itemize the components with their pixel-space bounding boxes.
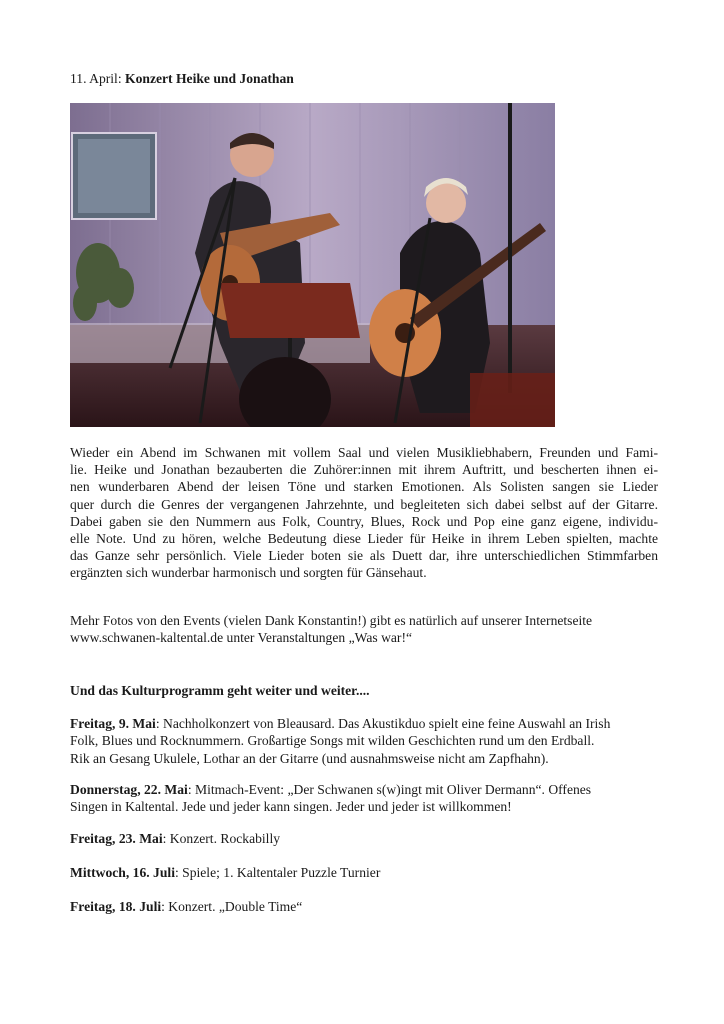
event-text: Rik an Gesang Ukulele, Lothar an der Gitarre (und ausnahmsweise nicht am Zapfhahn). (70, 750, 549, 766)
photos-note-line: www.schwanen-kaltental.de unter Veranstaltungen „Was war!“ (70, 630, 413, 646)
paragraph-line: quer durch die Genres der vergangenen Jahrzehnte, und begleiteten sich dabei selbst auf der Gitarre. (70, 496, 658, 512)
paragraph-line: ergänzten sich wunderbar harmonisch und sorgten für Gänsehaut. (70, 565, 427, 581)
event-item (70, 830, 658, 847)
event-date: Freitag, 18. Juli (70, 899, 162, 914)
event-item (70, 781, 658, 816)
heading-title: Konzert Heike und Jonathan (125, 71, 294, 86)
event-item (70, 715, 658, 767)
article-heading (70, 70, 294, 88)
concert-photo-illustration (70, 103, 555, 427)
paragraph-line: nen wunderbaren Abend der leisen Töne und starken Emotionen. Als Solisten sangen sie Lieder (70, 479, 658, 495)
paragraph-line: lie. Heike und Jonathan bezauberten die Zuhörer:innen mit ihrem Auftritt, und bescherten ihnen ei- (70, 462, 658, 478)
photos-note (70, 612, 658, 646)
photos-note-line: Mehr Fotos von den Events (vielen Dank Konstantin!) gibt es natürlich auf unserer Internetseite (70, 613, 593, 628)
paragraph-line: Wieder ein Abend im Schwanen mit vollem Saal und vielen Musikliebhabern, Freunden und Fami- (70, 445, 658, 460)
event-text: : Konzert. Rockabilly (162, 831, 281, 846)
event-date: Donnerstag, 22. Mai (70, 782, 188, 797)
event-date: Mittwoch, 16. Juli (70, 865, 175, 880)
event-text: : Nachholkonzert von Bleausard. Das Akustikduo spielt eine feine Auswahl an Irish (155, 716, 611, 731)
event-item (70, 898, 658, 915)
paragraph-line: elle Note. Und zu hören, welche Bedeutung diese Lieder für Heike in ihrem Leben spielten, machte (70, 531, 658, 547)
event-text: Folk, Blues und Rocknummern. Großartige Songs mit wilden Geschichten rund um den Erdball. (70, 733, 595, 749)
event-date: Freitag, 23. Mai (70, 831, 163, 846)
article-paragraph (70, 444, 658, 582)
event-date: Freitag, 9. Mai (70, 716, 156, 731)
heading-date: 11. April: (70, 71, 126, 86)
event-text: : Konzert. „Double Time“ (161, 899, 303, 914)
paragraph-line: Dabei gaben sie den Nummern aus Folk, Country, Blues, Rock und Pop eine ganz eigene, individu- (70, 513, 658, 529)
event-text: : Mitmach-Event: „Der Schwanen s(w)ingt mit Oliver Dermann“. Offenes (187, 782, 592, 797)
event-item (70, 864, 658, 881)
paragraph-line: das Ganze sehr persönlich. Viele Lieder boten sie als Duett dar, ihre unterschiedlichen Stimmfarben (70, 548, 658, 564)
event-text: Singen in Kaltental. Jede und jeder kann singen. Jeder und jeder ist willkommen! (70, 799, 512, 815)
concert-photo (70, 103, 555, 427)
event-text: : Spiele; 1. Kaltentaler Puzzle Turnier (174, 865, 381, 880)
program-subheading: Und das Kulturprogramm geht weiter und weiter.... (70, 683, 370, 698)
